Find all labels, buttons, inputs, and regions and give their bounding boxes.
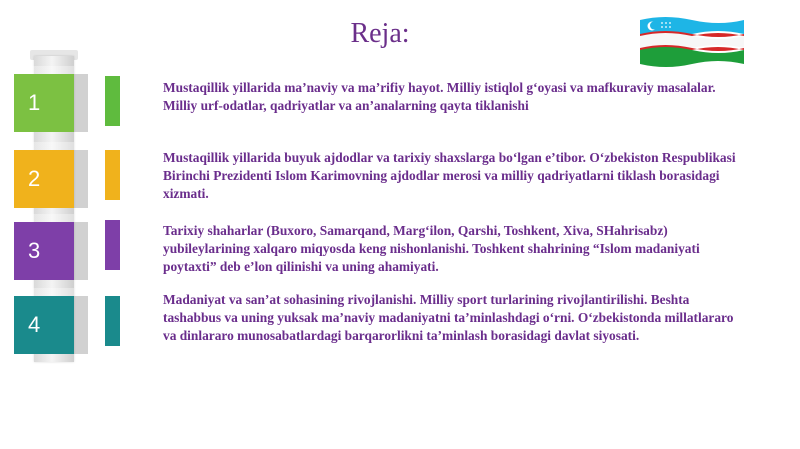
accent-bar-1 <box>105 76 120 126</box>
number-block-4: 4 <box>14 296 74 354</box>
plan-item-2: Mustaqillik yillarida buyuk ajdodlar va tarixiy shaxslarga bo‘lgan e’tibor. O‘zbekiston Respublikasi Birinchi Prezidenti Islom Karimovning ajdodlar merosi va milliy qadriyatlarni tiklash borasidagi xizmati. <box>163 150 736 201</box>
plan-item-1: Mustaqillik yillarida ma’naviy va ma’rifiy hayot. Milliy istiqlol g‘oyasi va mafkuraviy masalalar. Milliy urf-odatlar, qadriyatlar va an’analarning qayta tiklanishi <box>163 80 716 113</box>
number-block-1: 1 <box>14 74 74 132</box>
number-block-2: 2 <box>14 150 74 208</box>
plan-item-3: Tarixiy shaharlar (Buxoro, Samarqand, Marg‘ilon, Qarshi, Toshkent, Xiva, SHahrisabz) yubileylarining xalqaro miqyosda keng nishonlanishi. Toshkent shahrining “Islom madaniyati poytaxti” deb e’lon qilinishi va uning ahamiyati. <box>163 223 700 274</box>
number-block-3: 3 <box>14 222 74 280</box>
plan-item-4: Madaniyat va san’at sohasining rivojlanishi. Milliy sport turlarining rivojlantirilishi. Beshta tashabbus va uning yuksak ma’naviy madaniyatni ta’minlashdagi o‘rni. O‘zbekistonda millatlararo va dinlararo munosabatlardagi barqarorlikni ta’minlash borasidagi davlat siyosati. <box>163 292 734 343</box>
slide-title: Reja: <box>350 18 410 49</box>
uzbekistan-flag-icon <box>638 14 746 70</box>
accent-bar-2 <box>105 150 120 200</box>
accent-bar-3 <box>105 220 120 270</box>
accent-bar-4 <box>105 296 120 346</box>
